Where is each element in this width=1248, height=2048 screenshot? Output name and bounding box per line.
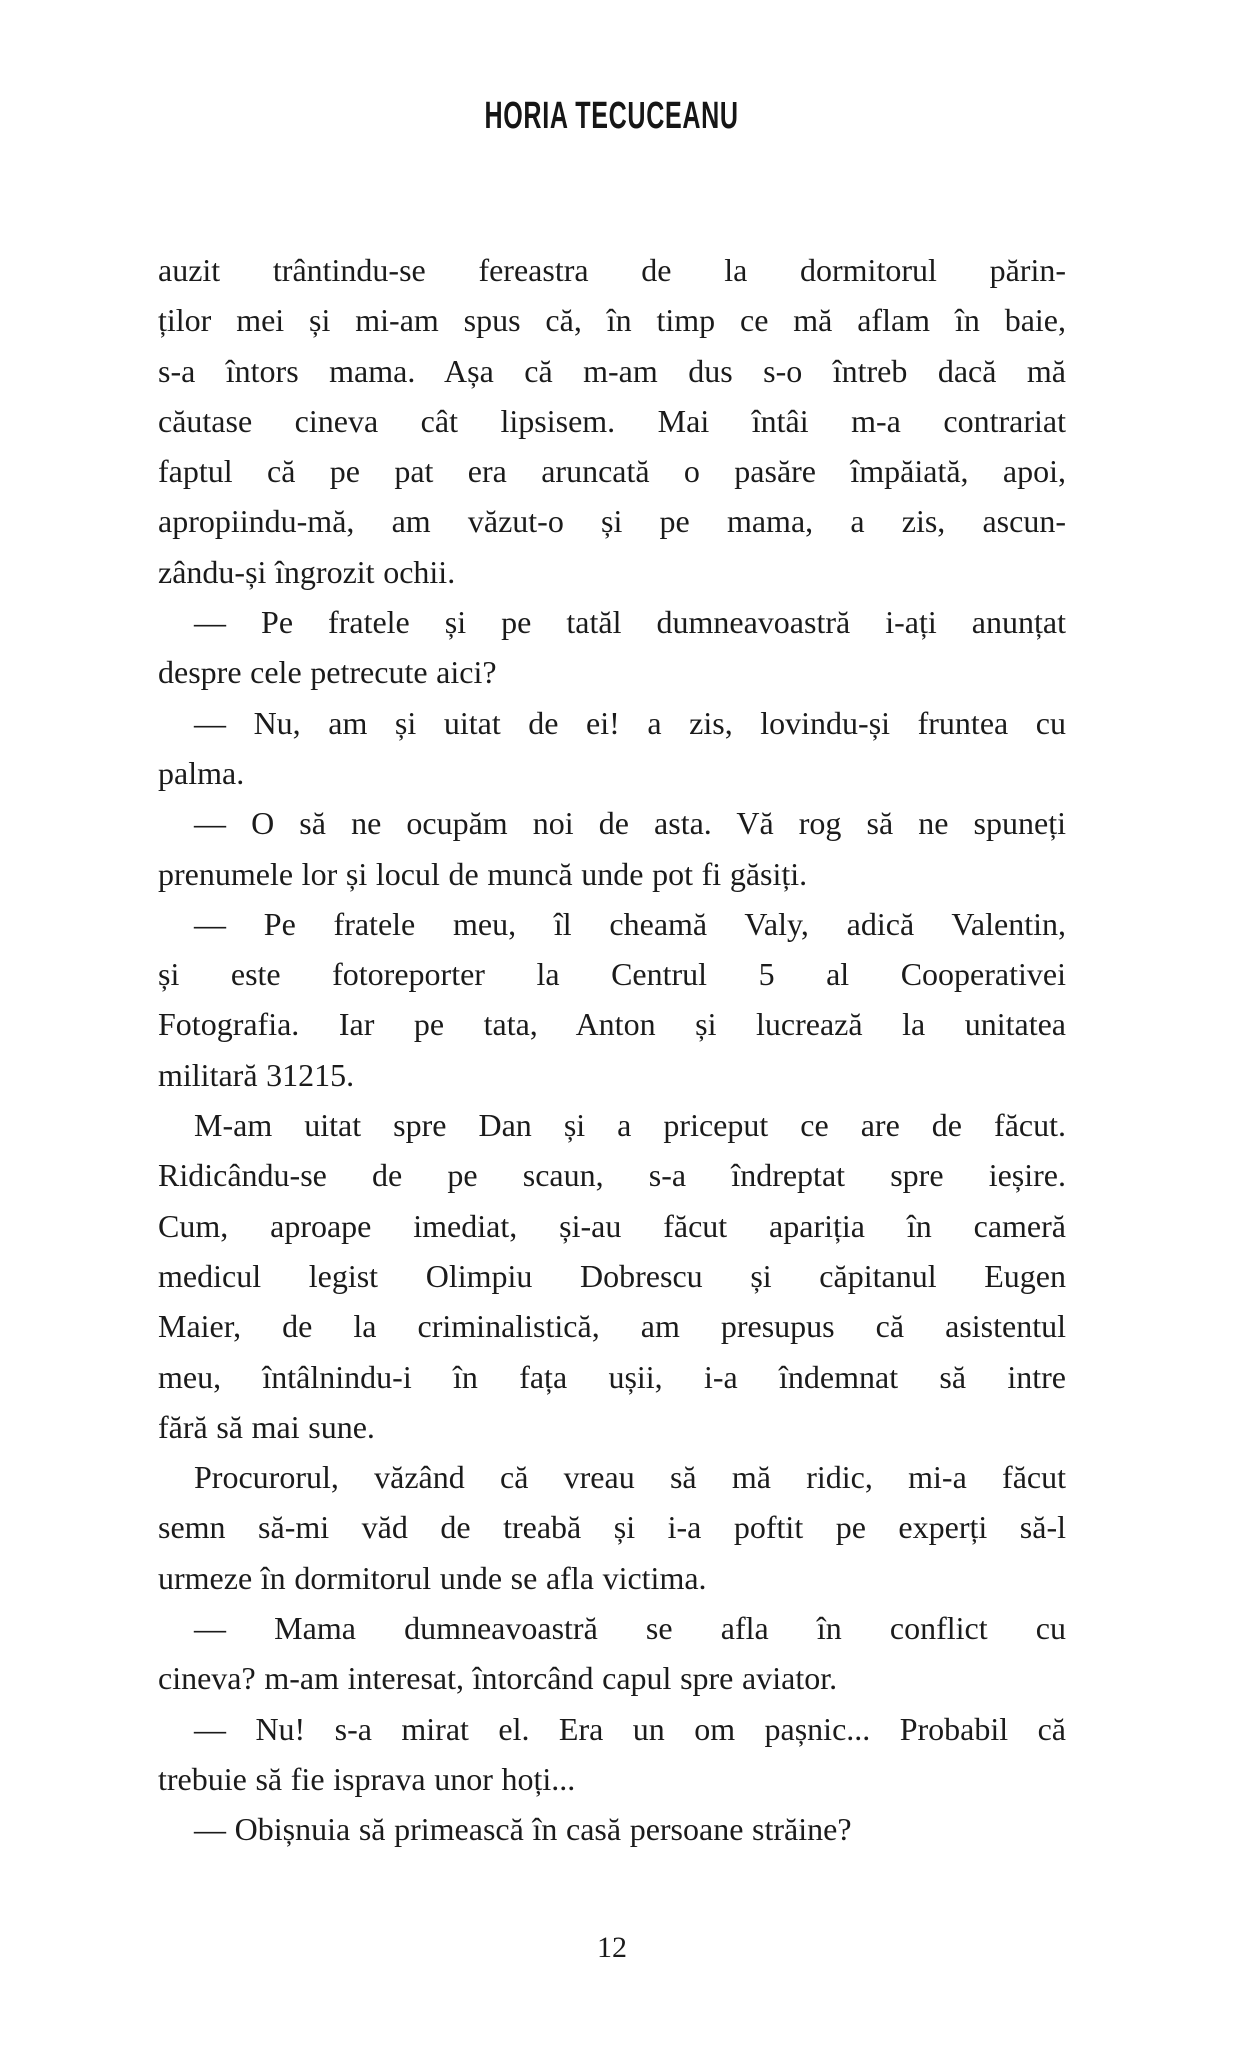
text-line: cineva? m-am interesat, întorcând capul spre aviator. [158,1660,838,1697]
text-line: căutase cineva cât lipsisem. Mai întâi m-a contrariat [158,402,1066,439]
text-line: — Obișnuia să primească în casă persoane străine? [194,1811,852,1848]
running-header [158,96,1066,136]
text-line: faptul că pe pat era aruncată o pasăre împăiată, apoi, [158,453,1066,490]
text-line: Procurorul, văzând că vreau să mă ridic, mi-a făcut [194,1459,1066,1496]
text-line: Fotografia. Iar pe tata, Anton și lucrează la unitatea [158,1006,1066,1043]
text-line: — Nu, am și uitat de ei! a zis, lovindu-și fruntea cu [194,704,1066,741]
text-line: zându-și îngrozit ochii. [158,553,456,590]
body-text [158,245,1066,1855]
text-line: prenumele lor și locul de muncă unde pot fi găsiți. [158,855,808,892]
text-line: — Nu! s-a mirat el. Era un om pașnic... Probabil că [194,1710,1066,1747]
text-line: semn să-mi văd de treabă și i-a poftit pe experți să-l [158,1509,1066,1546]
running-header-text: HORIA TECUCEANU [484,95,740,137]
text-line: meu, întâlnindu-i în fața ușii, i-a îndemnat să intre [158,1358,1066,1395]
text-line: urmeze în dormitorul unde se afla victima. [158,1559,707,1596]
text-line: și este fotoreporter la Centrul 5 al Cooperativei [158,956,1066,993]
text-line: ților mei și mi-am spus că, în timp ce mă aflam în baie, [158,302,1066,339]
text-line: — Mama dumneavoastră se afla în conflict cu [194,1610,1066,1647]
text-line: M-am uitat spre Dan și a priceput ce are de făcut. [194,1107,1066,1144]
text-line: fără să mai sune. [158,1408,375,1445]
text-line: Ridicându-se de pe scaun, s-a îndreptat spre ieșire. [158,1157,1066,1194]
page-number: 12 [597,1931,627,1964]
text-line: apropiindu-mă, am văzut-o și pe mama, a zis, ascun- [158,503,1066,540]
text-line: medicul legist Olimpiu Dobrescu și căpitanul Eugen [158,1257,1066,1294]
text-line: s-a întors mama. Așa că m-am dus s-o întreb dacă mă [158,352,1066,389]
text-line: auzit trântindu-se fereastra de la dormitorul părin- [158,252,1066,288]
text-line: Cum, aproape imediat, și-au făcut apariția în cameră [158,1207,1066,1244]
text-line: palma. [158,754,245,791]
text-line: Maier, de la criminalistică, am presupus că asistentul [158,1308,1066,1345]
text-line: — O să ne ocupăm noi de asta. Vă rog să ne spuneți [194,805,1066,842]
text-line: — Pe fratele și pe tatăl dumneavoastră i-ați anunțat [194,604,1066,641]
text-line: militară 31215. [158,1056,355,1093]
text-line: despre cele petrecute aici? [158,654,497,691]
text-line: — Pe fratele meu, îl cheamă Valy, adică Valentin, [194,905,1066,942]
text-line: trebuie să fie isprava unor hoți... [158,1760,576,1797]
